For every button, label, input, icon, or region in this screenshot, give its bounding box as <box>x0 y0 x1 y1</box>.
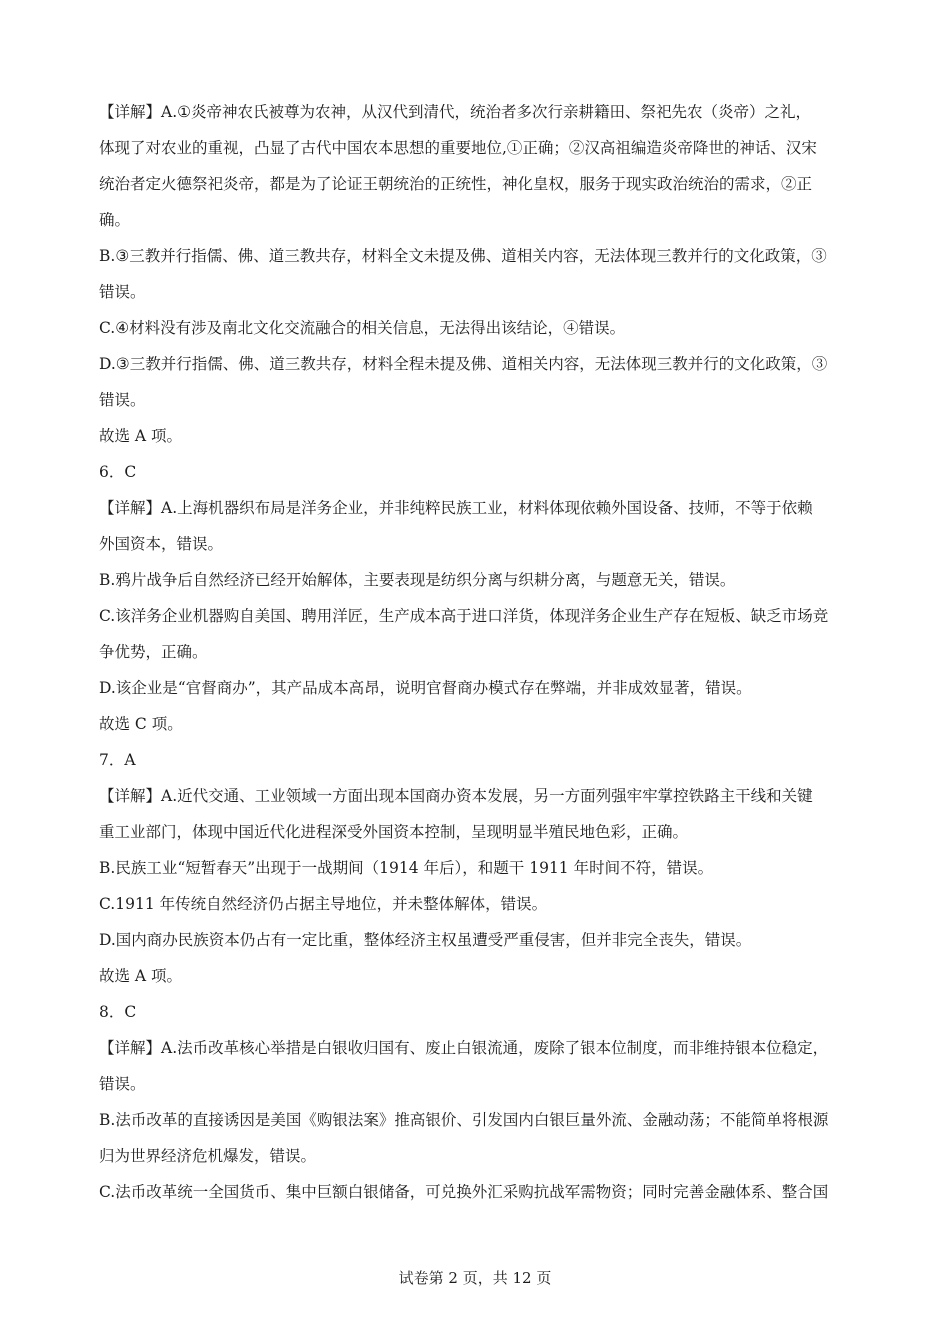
text-line: 【详解】A.近代交通、工业领域一方面出现本国商办资本发展，另一方面列强牢牢掌控铁路主干线和关键 <box>99 787 813 805</box>
text-line: 故选 C 项。 <box>99 715 183 733</box>
text-line: 体现了对农业的重视，凸显了古代中国农本思想的重要地位,①正确；②汉高祖编造炎帝降世的神话、汉宋 <box>99 139 817 157</box>
text-line: 重工业部门，体现中国近代化进程深受外国资本控制，呈现明显半殖民地色彩，正确。 <box>99 823 689 841</box>
text-line: 7．A <box>99 751 136 769</box>
text-line: D.该企业是“官督商办”，其产品成本高昂，说明官督商办模式存在弊端，并非成效显著，错误。 <box>99 679 752 697</box>
text-line: 争优势，正确。 <box>99 643 208 661</box>
text-line: 6．C <box>99 463 137 481</box>
text-line: C.法币改革统一全国货币、集中巨额白银储备，可兑换外汇采购抗战军需物资；同时完善金融体系、整合国 <box>99 1183 829 1201</box>
text-line: B.③三教并行指儒、佛、道三教共存，材料全文未提及佛、道相关内容，无法体现三教并行的文化政策，③ <box>99 247 827 265</box>
text-line: 确。 <box>99 211 131 229</box>
text-line: 归为世界经济危机爆发，错误。 <box>99 1147 317 1165</box>
text-line: 【详解】A.法币改革核心举措是白银收归国有、废止白银流通，废除了银本位制度，而非维持银本位稳定， <box>99 1039 829 1057</box>
page-footer: 试卷第 2 页，共 12 页 <box>398 1269 552 1287</box>
text-line: 错误。 <box>99 283 146 301</box>
text-line: C.1911 年传统自然经济仍占据主导地位，并未整体解体，错误。 <box>99 895 548 913</box>
text-line: 统治者定火德祭祀炎帝，都是为了论证王朝统治的正统性，神化皇权，服务于现实政治统治的需求，②正 <box>99 175 813 193</box>
text-line: B.法币改革的直接诱因是美国《购银法案》推高银价、引发国内白银巨量外流、金融动荡；不能简单将根源 <box>99 1111 829 1129</box>
text-line: 故选 A 项。 <box>99 427 183 445</box>
text-line: 外国资本，错误。 <box>99 535 224 553</box>
text-line: 【详解】A.上海机器织布局是洋务企业，并非纯粹民族工业，材料体现依赖外国设备、技师，不等于依赖 <box>99 499 813 517</box>
text-line: B.鸦片战争后自然经济已经开始解体，主要表现是纺织分离与织耕分离，与题意无关，错误。 <box>99 571 736 589</box>
text-line: D.③三教并行指儒、佛、道三教共存，材料全程未提及佛、道相关内容，无法体现三教并行的文化政策，③ <box>99 355 828 373</box>
text-line: C.④材料没有涉及南北文化交流融合的相关信息，无法得出该结论，④错误。 <box>99 319 626 337</box>
text-line: 【详解】A.①炎帝神农氏被尊为农神，从汉代到清代，统治者多次行亲耕籍田、祭祀先农（炎帝）之礼， <box>99 103 812 121</box>
text-line: 8．C <box>99 1003 137 1021</box>
text-line: B.民族工业“短暂春天”出现于一战期间（1914 年后），和题干 1911 年时间不符，错误。 <box>99 859 714 877</box>
text-line: C.该洋务企业机器购自美国、聘用洋匠，生产成本高于进口洋货，体现洋务企业生产存在短板、缺乏市场竞 <box>99 607 829 625</box>
text-line: 错误。 <box>99 1075 146 1093</box>
text-line: D.国内商办民族资本仍占有一定比重，整体经济主权虽遭受严重侵害，但并非完全丧失，错误。 <box>99 931 752 949</box>
text-line: 错误。 <box>99 391 146 409</box>
text-line: 故选 A 项。 <box>99 967 183 985</box>
answer-explanations <box>99 94 859 1210</box>
